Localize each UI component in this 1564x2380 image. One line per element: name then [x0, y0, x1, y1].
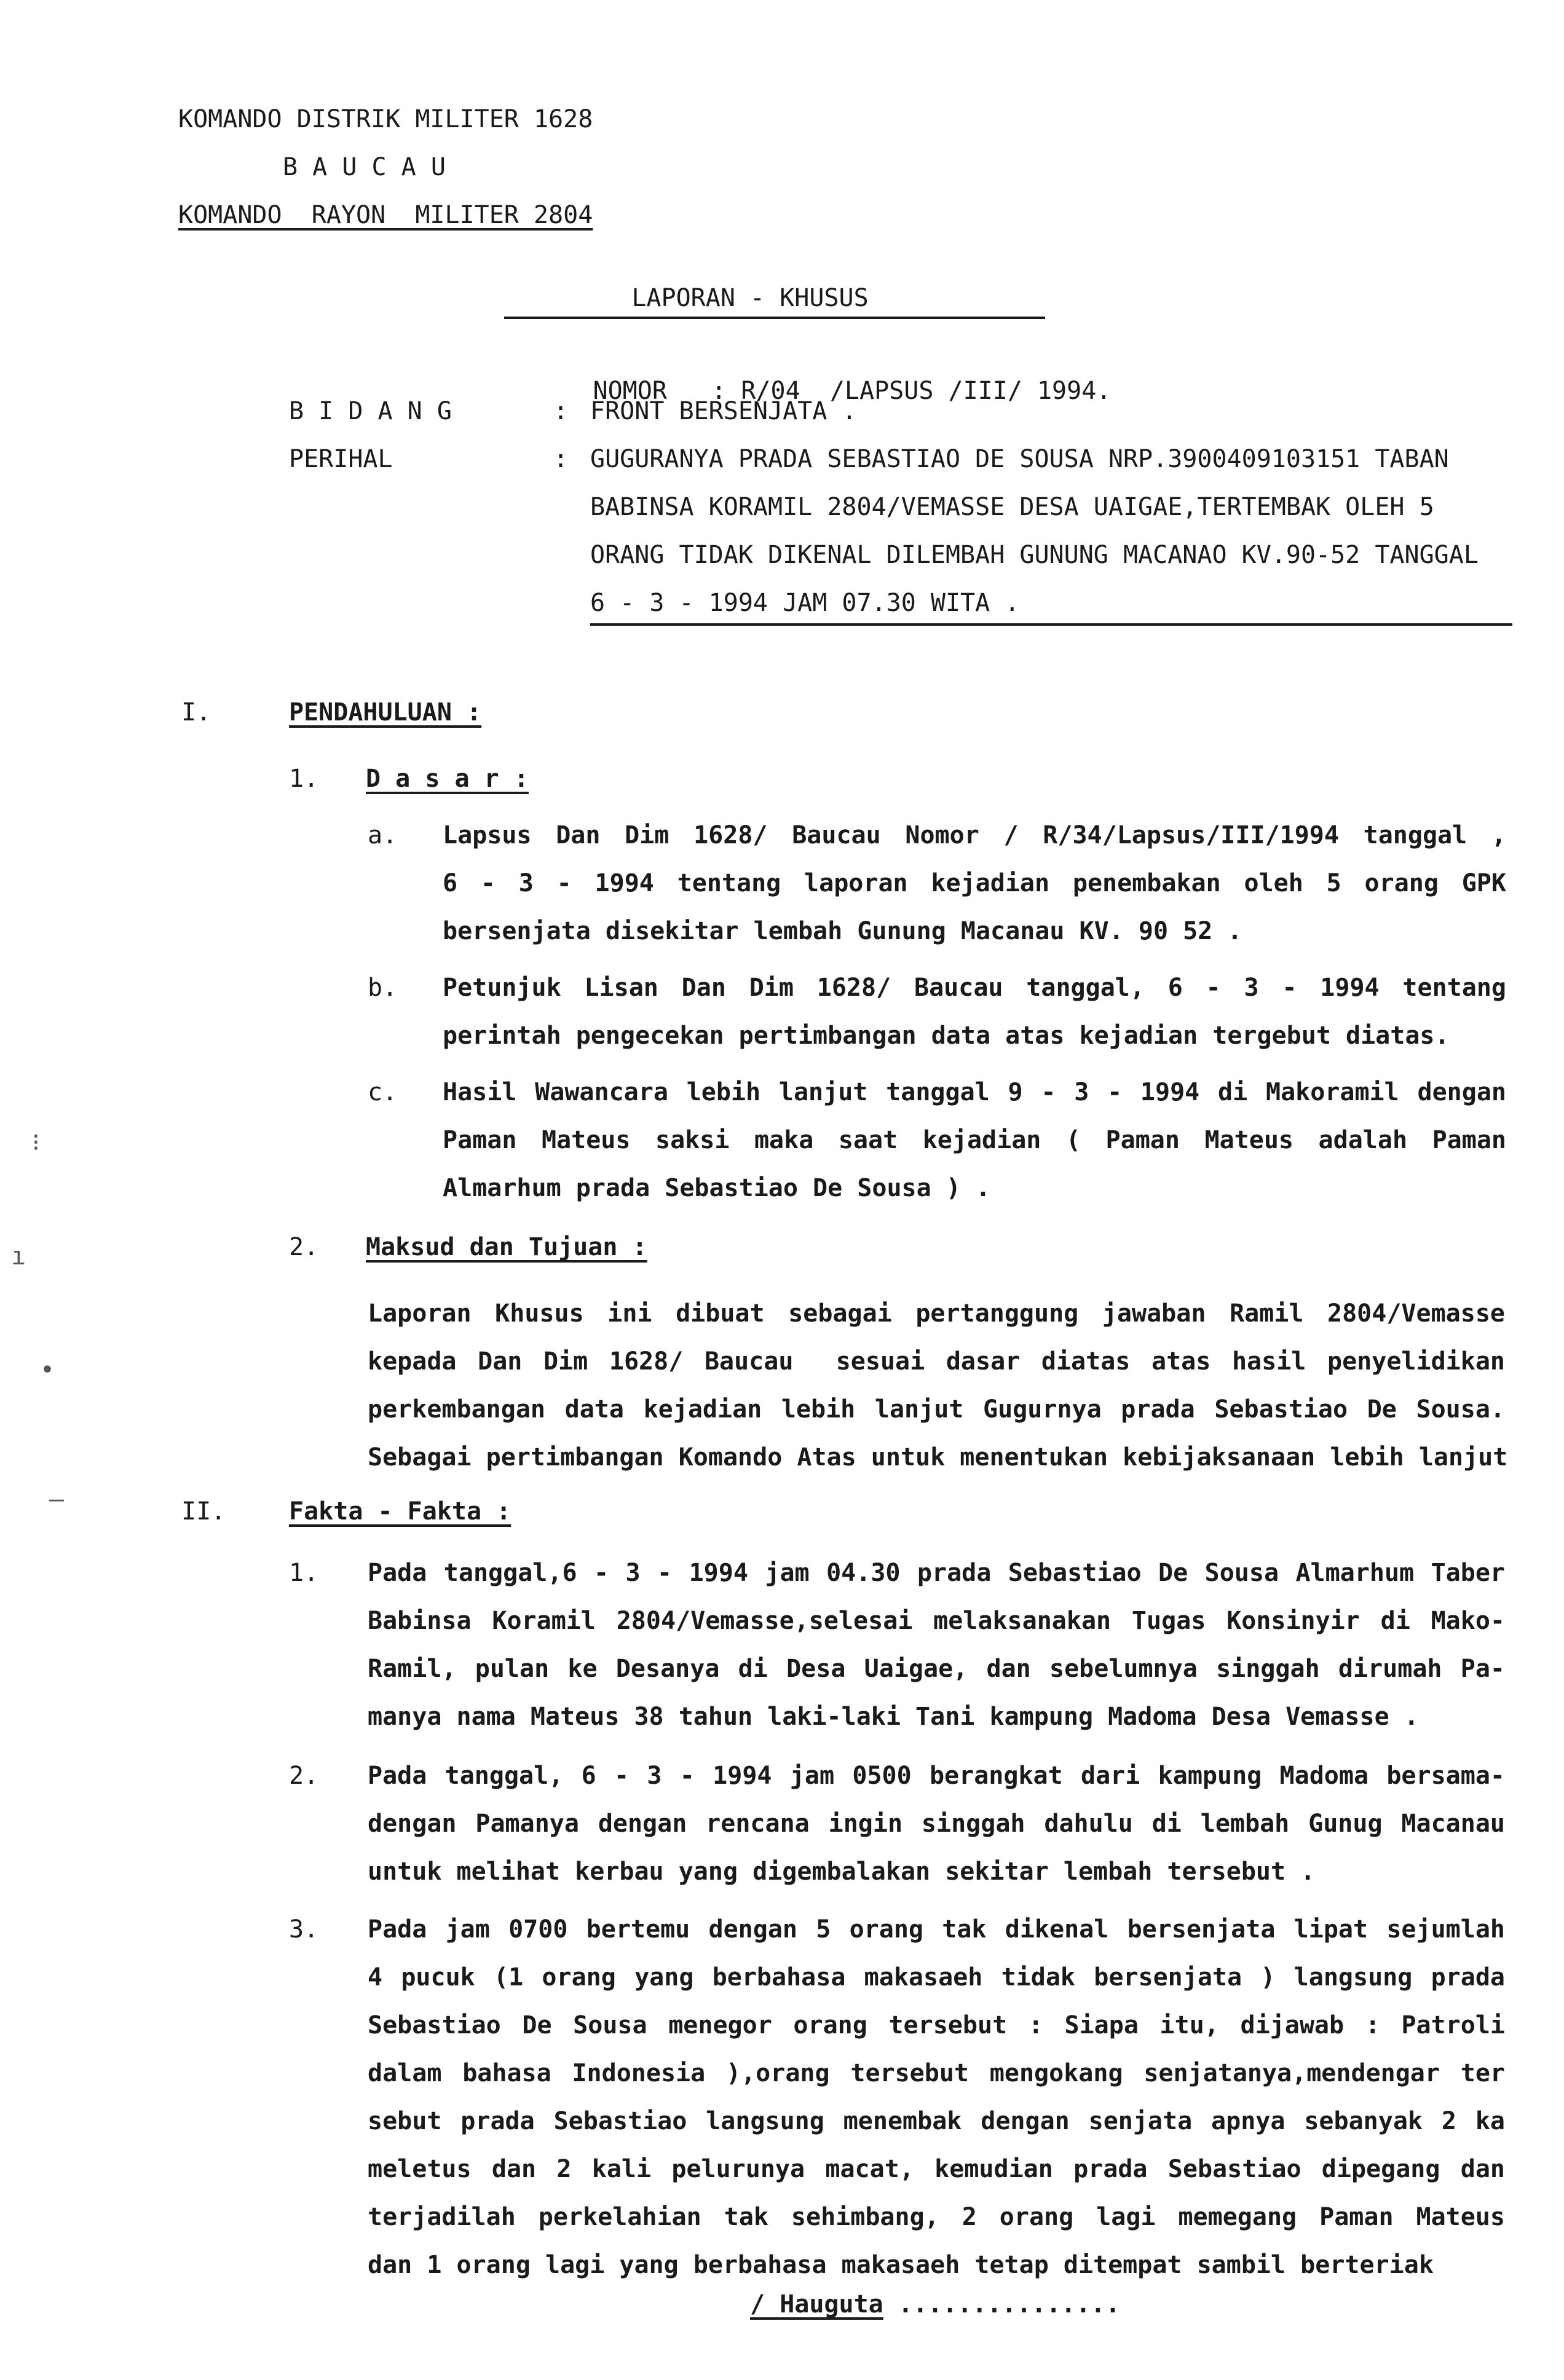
report-title: LAPORAN - KHUSUS	[504, 280, 1045, 319]
dasar-item-b: Petunjuk Lisan Dan Dim 1628/ Baucau tanggal, 6 - 3 - 1994 tentang perintah pengecekan pertimbangan data atas kejadian tergebut diatas.	[443, 974, 1506, 1050]
item-letter: c.	[368, 1078, 398, 1106]
continuation-word: Hauguta	[780, 2290, 883, 2319]
point-number: 3.	[289, 1915, 319, 1944]
continuation-footer	[750, 2280, 1303, 2328]
section-title: PENDAHULUAN :	[289, 698, 482, 727]
dasar-item-c: Hasil Wawancara lebih lanjut tanggal 9 - 3 - 1994 di Makoramil dengan Paman Mateus saksi maka saat kejadian ( Paman Mateus adalah Paman Almarhum prada Sebastiao De Sousa ) .	[443, 1078, 1506, 1202]
perihal-line: GUGURANYA PRADA SEBASTIAO DE SOUSA NRP.3900409103151 TABAN	[590, 445, 1449, 473]
letterhead-city: B A U C A U	[283, 153, 446, 181]
point-title: Maksud dan Tujuan :	[366, 1233, 647, 1261]
perihal-line: ORANG TIDAK DIKENAL DILEMBAH GUNUNG MACANAO KV.90-52 TANGGAL	[590, 541, 1479, 569]
report-number-value: : R/04 /LAPSUS /III/ 1994.	[711, 377, 1112, 405]
perihal-line: 6 - 3 - 1994 JAM 07.30 WITA .	[590, 583, 1512, 626]
point-number: 2.	[289, 1762, 319, 1790]
scan-mark: ⁝	[32, 1129, 40, 1157]
fakta-2: Pada tanggal, 6 - 3 - 1994 jam 0500 berangkat dari kampung Madoma bersama- dengan Pamanya dengan rencana ingin singgah dahulu di lembah Gunug Macanau untuk melihat kerbau yang digembalakan sekitar lembah tersebut .	[368, 1762, 1505, 1886]
point-number: 1.	[289, 1559, 319, 1587]
section-number: II.	[181, 1497, 226, 1526]
section-number: I.	[181, 698, 211, 727]
continuation-dots: ...............	[883, 2290, 1121, 2319]
scan-mark: ı	[11, 1242, 26, 1271]
item-letter: a.	[368, 821, 398, 849]
letterhead	[178, 95, 732, 239]
dasar-item-a: Lapsus Dan Dim 1628/ Baucau Nomor / R/34/Lapsus/III/1994 tanggal , 6 - 3 - 1994 tentang laporan kejadian penembakan oleh 5 orang GPK bersenjata disekitar lembah Gunung Macanau KV. 90 52 .	[443, 821, 1506, 945]
bidang-label: B I D A N G	[289, 397, 452, 425]
item-letter: b.	[368, 974, 398, 1002]
scan-mark: •	[40, 1356, 55, 1384]
fakta-3: Pada jam 0700 bertemu dengan 5 orang tak dikenal bersenjata lipat sejumlah 4 pucuk (1 orang yang berbahasa makasaeh tidak bersenjata ) langsung prada Sebastiao De Sousa menegor orang tersebut : Siapa itu, dijawab : Patroli dalam bahasa Indonesia ),orang tersebut mengokang senjatanya,mendengar ter sebut prada Sebastiao langsung menembak dengan senjata apnya sebanyak 2 ka meletus dan 2 kali pelurunya macat, kemudian prada Sebastiao dipegang dan terjadilah perkelahian tak sehimbang, 2 orang lagi memegang Paman Mateus dan 1 orang lagi yang berbahasa makasaeh tetap ditempat sambil berteriak	[368, 1915, 1505, 2279]
point-title: D a s a r :	[366, 765, 529, 793]
point-number: 2.	[289, 1233, 319, 1261]
bidang-value: FRONT BERSENJATA .	[590, 397, 857, 425]
continuation-slash: /	[750, 2290, 765, 2319]
letterhead-kodim: KOMANDO DISTRIK MILITER 1628	[178, 105, 593, 133]
report-number-label: NOMOR	[593, 377, 667, 405]
letterhead-koramil: KOMANDO RAYON MILITER 2804	[178, 201, 593, 229]
perihal-label: PERIHAL	[289, 445, 393, 473]
perihal-line: BABINSA KORAMIL 2804/VEMASSE DESA UAIGAE,TERTEMBAK OLEH 5	[590, 493, 1434, 521]
point-number: 1.	[289, 765, 319, 793]
maksud-paragraph: Laporan Khusus ini dibuat sebagai pertanggung jawaban Ramil 2804/Vemasse kepada Dan Dim 1628/ Baucau sesuai dasar diatas atas hasil penyelidikan perkembangan data kejadian lebih lanjut Gugurnya prada Sebastiao De Sousa. Sebagai pertimbangan Komando Atas untuk menentukan kebijaksanaan lebih lanjut	[368, 1299, 1508, 1472]
scan-mark: –	[49, 1485, 65, 1513]
perihal-value	[590, 435, 1531, 627]
section-title: Fakta - Fakta :	[289, 1497, 511, 1526]
fakta-1: Pada tanggal,6 - 3 - 1994 jam 04.30 prada Sebastiao De Sousa Almarhum Taber Babinsa Koramil 2804/Vemasse,selesai melaksanakan Tugas Konsinyir di Mako- Ramil, pulan ke Desanya di Desa Uaigae, dan sebelumnya singgah dirumah Pa- manya nama Mateus 38 tahun laki-laki Tani kampung Madoma Desa Vemasse .	[368, 1559, 1505, 1731]
subject-block: B I D A N G : FRONT BERSENJATA . PERIHAL : GUGURANYA PRADA SEBASTIAO DE SOUSA NRP.3900409103151 TABAN BABINSA KORAMIL 2804/VEMASSE DESA UAIGAE,TERTEMBAK OLEH 5 ORANG TIDAK DIKENAL DILEMBAH GUNUNG MACANAO KV.90-52 TANGGAL 6 - 3 - 1994 JAM 07.30 WITA .	[289, 387, 1531, 627]
